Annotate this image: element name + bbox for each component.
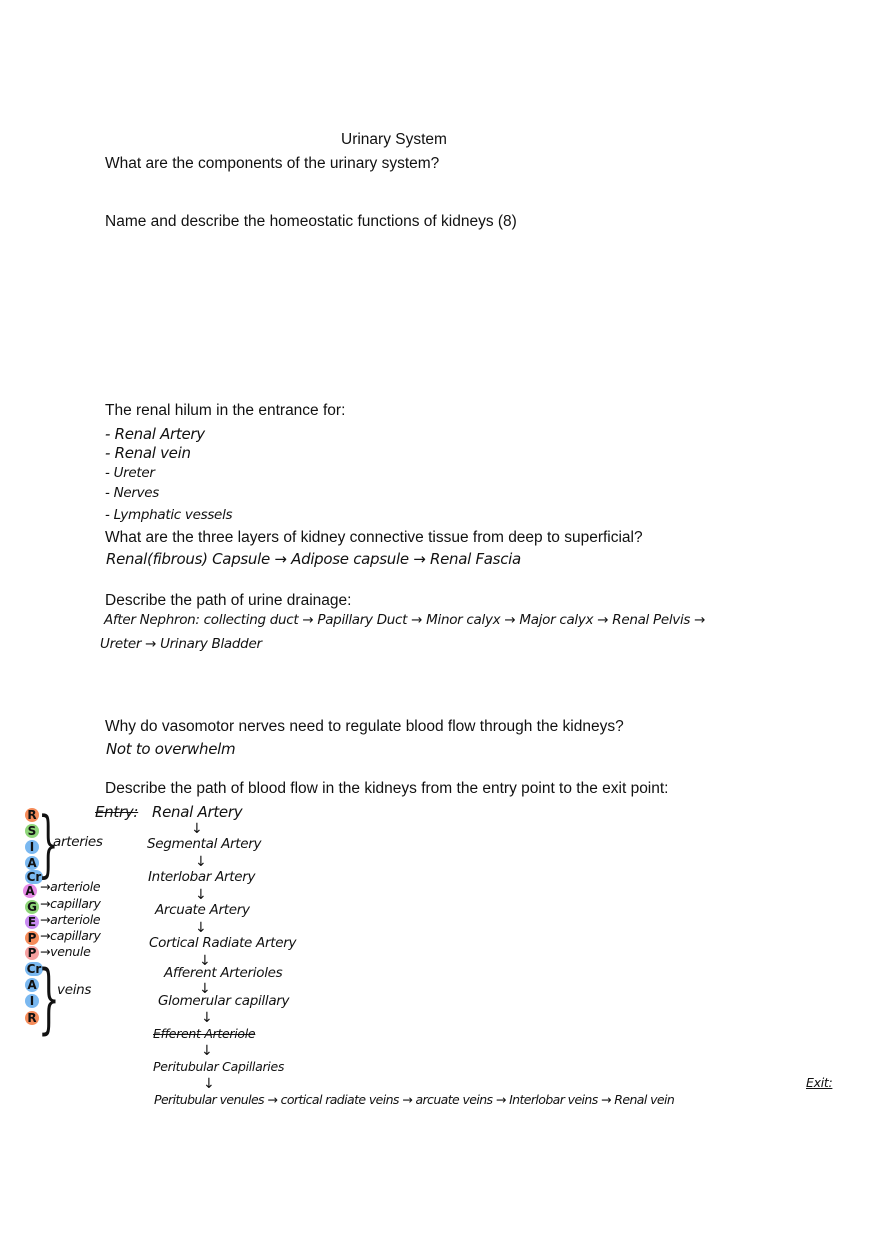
hilum-item: - Ureter [105,465,155,481]
arteries-brace: } [38,801,59,885]
hilum-item: - Nerves [105,485,160,501]
down-arrow-icon: ↓ [203,1076,215,1092]
blood-step: Renal Artery [152,803,243,821]
question-blood-path: Describe the path of blood flow in the kidneys from the entry point to the exit point: [105,780,669,797]
page-title: Urinary System [341,131,447,148]
mnemonic-note: →arteriole [40,879,101,894]
mnemonic-letter: Cr [26,962,42,976]
mnemonic-letter: A [25,978,39,992]
blood-final-line: Peritubular venules → cortical radiate veins → arcuate veins → Interlobar veins → Renal vein [154,1092,675,1107]
down-arrow-icon: ↓ [201,1043,213,1059]
blood-step: Peritubular Capillaries [153,1059,285,1074]
hilum-item: - Lymphatic vessels [105,507,233,523]
question-renal-hilum: The renal hilum in the entrance for: [105,402,346,419]
question-components: What are the components of the urinary system? [105,155,440,172]
down-arrow-icon: ↓ [199,981,211,997]
mnemonic-letter: Cr [26,870,42,884]
mnemonic-note: →arteriole [40,912,101,927]
answer-urine-drainage-line2: Ureter → Urinary Bladder [100,636,262,652]
down-arrow-icon: ↓ [199,953,211,969]
answer-vasomotor: Not to overwhelm [106,740,236,758]
question-vasomotor: Why do vasomotor nerves need to regulate blood flow through the kidneys? [105,718,624,735]
hilum-item: - Renal vein [105,444,191,462]
blood-step: Efferent Arteriole [153,1026,256,1041]
mnemonic-letter: I [25,994,39,1008]
hilum-item: - Renal Artery [105,425,205,443]
mnemonic-note: →capillary [40,896,101,911]
entry-label: Entry: [95,803,139,821]
mnemonic-note: →venule [40,944,91,959]
mnemonic-letter: I [25,840,39,854]
question-urine-drainage: Describe the path of urine drainage: [105,592,352,609]
down-arrow-icon: ↓ [191,821,203,837]
mnemonic-letter: S [25,824,39,838]
mnemonic-letter: P [25,931,39,945]
blood-step: Arcuate Artery [155,902,250,918]
down-arrow-icon: ↓ [195,854,207,870]
veins-label: veins [57,982,92,998]
down-arrow-icon: ↓ [201,1010,213,1026]
down-arrow-icon: ↓ [195,920,207,936]
question-kidney-functions: Name and describe the homeostatic functions of kidneys (8) [105,213,517,230]
mnemonic-letter: E [25,915,39,929]
mnemonic-letter: A [25,856,39,870]
blood-step: Cortical Radiate Artery [149,935,297,951]
mnemonic-letter: R [25,1011,39,1025]
mnemonic-letter: A [23,884,37,898]
mnemonic-letter: G [25,900,39,914]
down-arrow-icon: ↓ [195,887,207,903]
mnemonic-letter: P [25,946,39,960]
exit-label: Exit: [806,1075,833,1090]
answer-urine-drainage-line1: After Nephron: collecting duct → Papillary Duct → Minor calyx → Major calyx → Renal Pelvis → [104,612,706,628]
mnemonic-letter: R [25,808,39,822]
blood-step: Glomerular capillary [158,993,290,1009]
veins-brace: } [38,953,60,1042]
mnemonic-note: →capillary [40,928,101,943]
arteries-label: arteries [53,834,103,850]
blood-step: Interlobar Artery [148,869,256,885]
blood-step: Afferent Arterioles [164,965,283,981]
question-connective-layers: What are the three layers of kidney connective tissue from deep to superficial? [105,529,643,546]
blood-step: Segmental Artery [147,836,262,852]
answer-connective-layers: Renal(fibrous) Capsule → Adipose capsule → Renal Fascia [106,550,521,568]
